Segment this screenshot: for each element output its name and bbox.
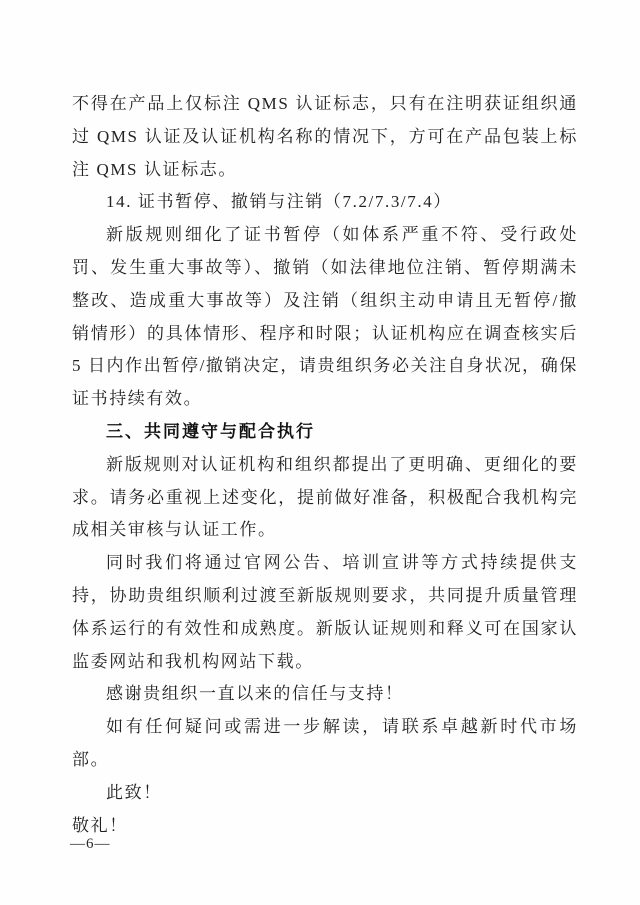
document-body (72, 88, 578, 842)
heading-item-14-certificate-suspension: 14. 证书暂停、撤销与注销（7.2/7.3/7.4） (106, 192, 452, 212)
paragraph-cizhi-salutation: 此致！ (106, 782, 162, 802)
paragraph-contact-marketing-dept: 如有任何疑问或需进一步解读，请联系卓越新时代市场部。 (72, 717, 578, 769)
paragraph-thanks: 感谢贵组织一直以来的信任与支持！ (106, 684, 404, 704)
section-heading-three-joint-compliance: 三、共同遵守与配合执行 (106, 421, 315, 441)
paragraph-new-rules-requirements: 新版规则对认证机构和组织都提出了更明确、更细化的要求。请务必重视上述变化，提前做好准备，积极配合我机构完成相关审核与认证工作。 (72, 454, 578, 540)
paragraph-suspension-revocation-details: 新版规则细化了证书暂停（如体系严重不符、受行政处罚、发生重大事故等）、撤销（如法律地位注销、暂停期满未整改、造成重大事故等）及注销（组织主动申请且无暂停/撤销情形）的具体情形、程序和时限；认证机构应在调查核实后 5 日内作出暂停/撤销决定，请贵组织务必关注自身状况，确保证书持续有效。 (72, 225, 578, 409)
paragraph-jingli-salutation: 敬礼！ (72, 815, 128, 835)
paragraph-support-channels: 同时我们将通过官网公告、培训宣讲等方式持续提供支持，协助贵组织顺利过渡至新版规则要求，共同提升质量管理体系运行的有效性和成熟度。新版认证规则和释义可在国家认监委网站和我机构网站下载。 (72, 553, 578, 671)
paragraph-qms-mark-continuation: 不得在产品上仅标注 QMS 认证标志，只有在注明获证组织通过 QMS 认证及认证机构名称的情况下，方可在产品包装上标注 QMS 认证标志。 (72, 94, 578, 179)
page-number: —6— (70, 836, 111, 852)
